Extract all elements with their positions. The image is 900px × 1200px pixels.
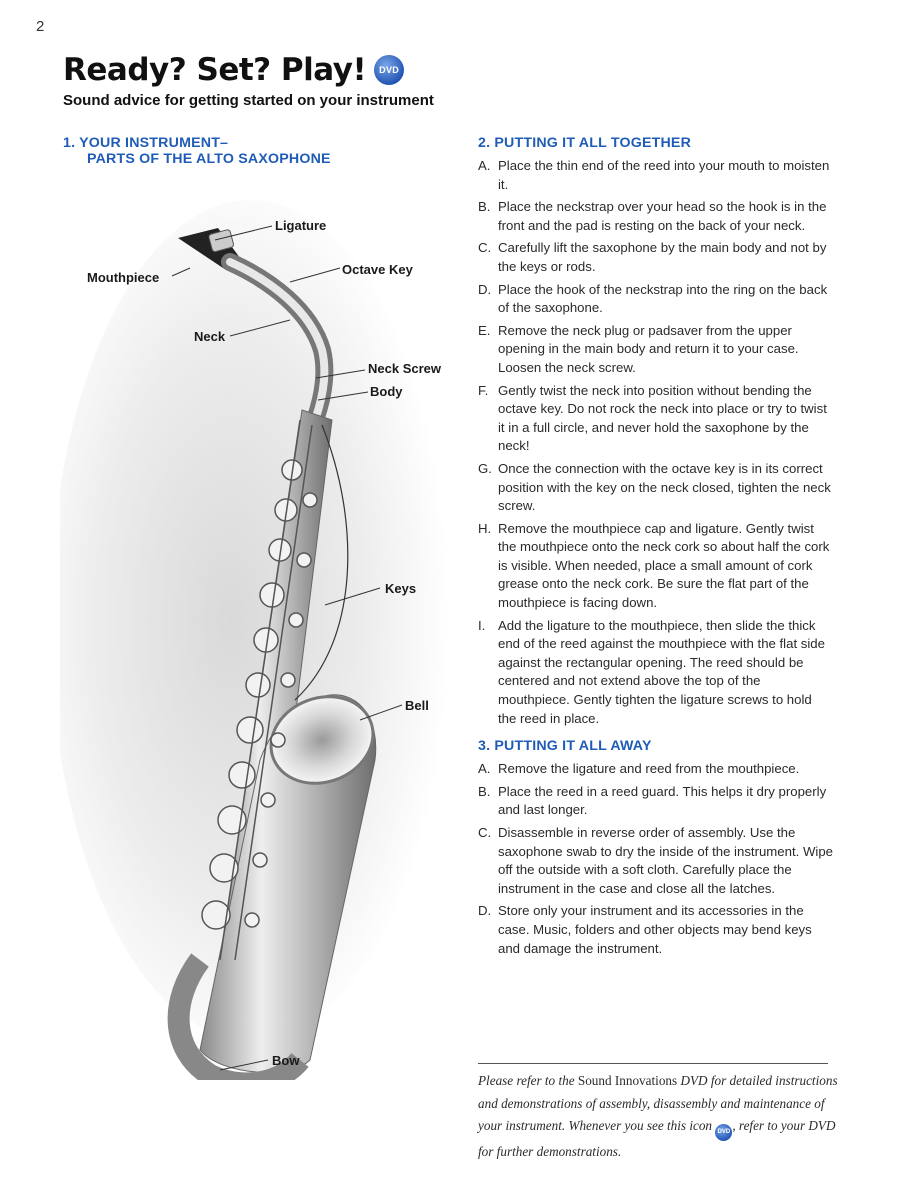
saxophone-illustration <box>60 200 470 1080</box>
list-item <box>478 198 833 235</box>
section-2-steps <box>478 157 833 728</box>
list-item <box>478 617 833 729</box>
title-row <box>63 52 404 88</box>
section-2-title: 2. PUTTING IT ALL TOGETHER <box>478 135 692 151</box>
step-marker: D. <box>478 903 492 919</box>
step-text: Place the thin end of the reed into your mouth to moisten it. <box>498 158 830 192</box>
step-text: Remove the ligature and reed from the mouthpiece. <box>498 761 800 777</box>
section-1-number: 1. <box>63 135 76 151</box>
note-part-3: , refer to your DVD for further demonstrations. <box>478 1118 836 1159</box>
note-part-1: Please refer to the <box>478 1073 578 1088</box>
step-marker: E. <box>478 322 491 338</box>
step-marker: D. <box>478 281 492 297</box>
section-1-line1 <box>63 135 331 151</box>
list-item <box>478 902 833 958</box>
list-item <box>478 382 833 456</box>
list-item <box>478 783 833 820</box>
step-marker: C. <box>478 825 492 840</box>
part-label-bow: Bow <box>272 1053 300 1068</box>
step-text: Once the connection with the octave key is in its correct position with the key on the neck closed, tighten the neck screw. <box>498 460 831 514</box>
part-label-bell: Bell <box>405 698 429 713</box>
step-text: Gently twist the neck into position without bending the octave key. Do not rock the neck into place or try to twist it in a full circle, and never hold the saxophone by the neck! <box>498 382 827 454</box>
step-marker: H. <box>478 520 492 536</box>
section-1-title-line1: YOUR INSTRUMENT– <box>79 135 229 151</box>
list-item <box>478 157 833 194</box>
step-text: Place the hook of the neckstrap into the ring on the back of the saxophone. <box>498 281 828 316</box>
dvd-icon <box>374 55 404 85</box>
dvd-icon-label: DVD <box>717 1129 731 1135</box>
dvd-icon <box>715 1124 732 1141</box>
step-marker: I. <box>478 617 486 633</box>
instructions-column <box>478 135 833 968</box>
step-marker: G. <box>478 460 492 476</box>
part-label-keys: Keys <box>385 581 417 596</box>
part-label-neck-screw: Neck Screw <box>368 361 441 376</box>
list-item <box>478 281 833 318</box>
part-label-mouthpiece: Mouthpiece <box>87 270 160 285</box>
step-text: Place the neckstrap over your head so the hook is in the front and the pad is resting on the back of your neck. <box>498 199 827 233</box>
part-label-octave-key: Octave Key <box>342 262 413 277</box>
list-item <box>478 520 833 613</box>
note-part-2: DVD for detailed instructions and demonstrations of assembly, disassembly and maintenance of your instrument. Whenever you see this icon <box>478 1073 838 1133</box>
list-item <box>478 460 833 516</box>
step-marker: B. <box>478 783 491 799</box>
step-text: Remove the mouthpiece cap and ligature. Gently twist the mouthpiece onto the neck cork so about half the cork is visible. When needed, place a small amount of cork grease onto the neck cork. Be sure the flat part of the mouthpiece is facing down. <box>498 520 830 611</box>
page-title: Ready? Set? Play! <box>63 52 367 88</box>
list-item <box>478 824 833 898</box>
step-text: Carefully lift the saxophone by the main body and not by the keys or rods. <box>498 240 827 274</box>
section-1-heading <box>63 135 331 167</box>
step-text: Disassemble in reverse order of assembly. Use the saxophone swab to dry the inside of the instrument. Wipe off the outside with a soft cloth. Carefully place the instrument in the case and close all the latches. <box>498 825 833 896</box>
section-3-title: 3. PUTTING IT ALL AWAY <box>478 738 652 755</box>
note-divider <box>478 1063 828 1064</box>
part-label-ligature: Ligature <box>275 218 327 233</box>
note-product-name: Sound Innovations <box>577 1073 678 1088</box>
step-text: Store only your instrument and its accessories in the case. Music, folders and other objects may bend keys and damage the instrument. <box>498 903 812 956</box>
step-marker: F. <box>478 382 489 398</box>
step-text: Add the ligature to the mouthpiece, then slide the thick end of the reed against the mouthpiece with the flat side against the rectangular opening. The reed should be centered and not extend above the top of the mouthpiece. Gently tighten the ligature screws to hold the reed in place. <box>498 617 825 726</box>
section-1-title-line2: PARTS OF THE ALTO SAXOPHONE <box>87 151 331 167</box>
page-subtitle: Sound advice for getting started on your instrument <box>63 92 434 109</box>
page-number: 2 <box>36 18 45 35</box>
list-item <box>478 239 833 276</box>
step-marker: B. <box>478 199 491 215</box>
dvd-icon-label: DVD <box>379 65 400 75</box>
section-3-steps <box>478 760 833 958</box>
step-text: Remove the neck plug or padsaver from the upper opening in the main body and return it to your case. Loosen the neck screw. <box>498 322 799 375</box>
part-label-body: Body <box>370 384 403 399</box>
dvd-note <box>478 1070 838 1163</box>
list-item <box>478 760 833 779</box>
step-marker: A. <box>478 158 491 173</box>
step-marker: A. <box>478 761 491 777</box>
list-item <box>478 322 833 378</box>
part-label-neck: Neck <box>194 329 226 344</box>
step-marker: C. <box>478 240 492 256</box>
step-text: Place the reed in a reed guard. This helps it dry properly and last longer. <box>498 783 827 818</box>
